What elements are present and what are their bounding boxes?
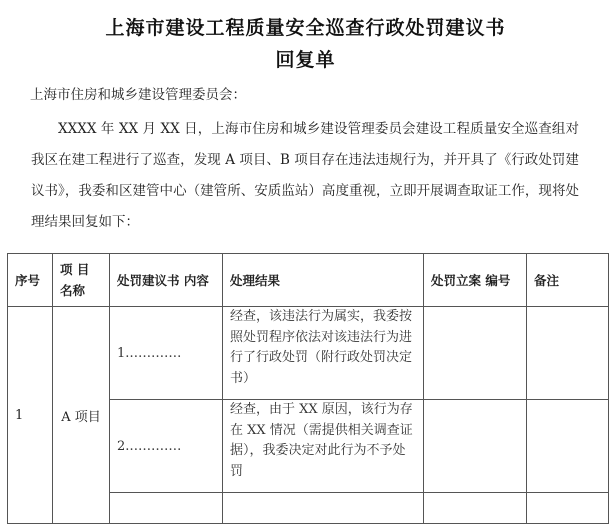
row-result-cell: 经查，该违法行为属实，我委按照处罚程序依法对该违法行为进行了行政处罚（附行政处罚决定书）: [223, 307, 424, 400]
row-content-cell: [110, 493, 223, 524]
header-remarks: 备注: [527, 254, 609, 307]
row-seq-cell: 1: [8, 307, 53, 524]
row-remarks-cell: [527, 400, 609, 493]
row-remarks-cell: [527, 493, 609, 524]
addressee: 上海市住房和城乡建设管理委员会：: [30, 87, 246, 103]
header-content: 处罚建议书 内容: [110, 254, 223, 307]
header-result: 处理结果: [223, 254, 424, 307]
header-seq: 序号: [8, 254, 53, 307]
row-result-cell: [223, 493, 424, 524]
response-table: [7, 253, 609, 524]
row-remarks-cell: [527, 307, 609, 400]
document-subtitle: 回复单: [275, 49, 336, 71]
table-header-row: [8, 254, 609, 307]
header-project: 项 目 名称: [53, 254, 110, 307]
body-paragraph: XXXX 年 XX 月 XX 日，上海市住房和城乡建设管理委员会建设工程质量安全巡查组对我区在建工程进行了巡查，发现 A 项目、B 项目存在违法违规行为，并开具了《行政处罚建议书》，我委和区建管中心（建管所、安质监站）高度重视，立即开展调查取证工作，现将处理结果回复如下：: [31, 121, 579, 230]
row-case-no-cell: [424, 307, 527, 400]
row-result-cell: 经查，由于 XX 原因，该行为存在 XX 情况（需提供相关调查证据），我委决定对此行为不予处罚: [223, 400, 424, 493]
row-case-no-cell: [424, 400, 527, 493]
row-case-no-cell: [424, 493, 527, 524]
row-content-cell: 1.…………: [110, 307, 223, 400]
header-case-no: 处罚立案 编号: [424, 254, 527, 307]
document-title: 上海市建设工程质量安全巡查行政处罚建议书: [105, 17, 506, 39]
table-row: [8, 307, 609, 400]
row-content-cell: 2.…………: [110, 400, 223, 493]
row-project-cell: A 项目: [53, 307, 110, 524]
